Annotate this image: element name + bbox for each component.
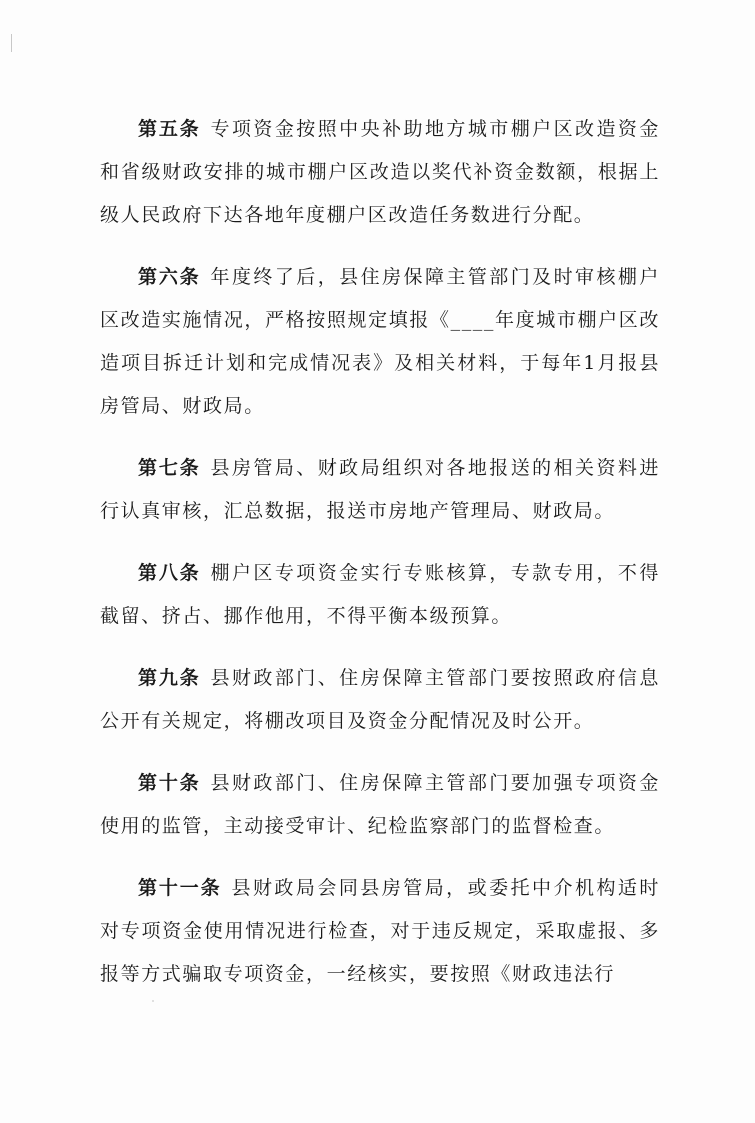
scan-speck — [152, 1000, 154, 1002]
scan-mark — [11, 34, 12, 52]
article-number: 第八条 — [138, 562, 201, 584]
article-text: 年度终了后，县住房保障主管部门及时审核棚户区改造实施情况，严格按照规定填报《____年度城市棚户区改造项目拆迁计划和完成情况表》及相关材料，于每年1月报县房管局、财政局。 — [100, 266, 660, 417]
article-number: 第五条 — [138, 118, 201, 140]
article-text: 县财政局会同县房管局，或委托中介机构适时对专项资金使用情况进行检查，对于违反规定，采取虚报、多报等方式骗取专项资金，一经核实，要按照《财政违法行 — [100, 877, 660, 985]
document-body — [100, 108, 660, 1015]
article-7 — [100, 447, 660, 533]
article-text: 县财政部门、住房保障主管部门要加强专项资金使用的监管，主动接受审计、纪检监察部门的监督检查。 — [100, 772, 660, 837]
article-number: 第十条 — [138, 772, 201, 794]
article-text: 县房管局、财政局组织对各地报送的相关资料进行认真审核，汇总数据，报送市房地产管理局、财政局。 — [100, 457, 660, 522]
article-9 — [100, 657, 660, 743]
article-text: 专项资金按照中央补助地方城市棚户区改造资金和省级财政安排的城市棚户区改造以奖代补资金数额，根据上级人民政府下达各地年度棚户区改造任务数进行分配。 — [100, 118, 660, 226]
article-6 — [100, 256, 660, 428]
article-8 — [100, 552, 660, 638]
article-10 — [100, 762, 660, 848]
article-number: 第十一条 — [138, 877, 222, 899]
article-number: 第九条 — [138, 667, 201, 689]
article-text: 县财政部门、住房保障主管部门要按照政府信息公开有关规定，将棚改项目及资金分配情况及时公开。 — [100, 667, 660, 732]
article-text: 棚户区专项资金实行专账核算，专款专用，不得截留、挤占、挪作他用，不得平衡本级预算。 — [100, 562, 660, 627]
article-number: 第六条 — [138, 266, 201, 288]
article-11 — [100, 867, 660, 996]
article-number: 第七条 — [138, 457, 201, 479]
article-5 — [100, 108, 660, 237]
